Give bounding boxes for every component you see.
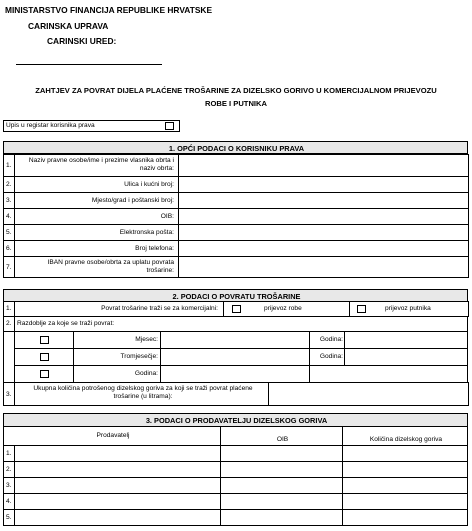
row-number: 3. [6, 197, 12, 204]
row-number: 5. [6, 229, 12, 236]
phone-field[interactable] [178, 240, 469, 257]
s1-row-3-num-cell [3, 192, 15, 209]
seller-oib-field[interactable] [220, 493, 343, 510]
seller-oib-field[interactable] [220, 509, 343, 526]
form-title-line1: ZAHTJEV ZA POVRAT DIJELA PLAĆENE TROŠARINE ZA DIZELSKO GORIVO U KOMERCIJALNOM PRIJEVOZU [35, 86, 437, 95]
oib-col-label: OIB [276, 436, 289, 443]
iban-field[interactable] [178, 256, 469, 278]
s2-row-3-num-cell [3, 382, 15, 406]
s1-row-1 [3, 154, 468, 177]
month-checkbox-cell [14, 331, 74, 349]
month-label: Mjesec: [135, 336, 158, 343]
quarter-checkbox-cell [14, 348, 74, 366]
form-title-line2: ROBE I PUTNIKA [204, 99, 268, 108]
row-number: 3. [6, 482, 12, 489]
s1-row-6-label: Broj telefona: [135, 245, 174, 252]
s1-row-3 [3, 192, 468, 209]
seller-quantity-field[interactable] [342, 461, 468, 478]
s1-row-2-label: Ulica i kućni broj: [124, 181, 174, 188]
year-checkbox-cell [14, 365, 74, 383]
row-number: 1. [6, 450, 12, 457]
ministry-name: MINISTARSTVO FINANCIJA REPUBLIKE HRVATSKE [5, 5, 213, 15]
quantity-col-label: Količina dizelskog goriva [369, 436, 443, 443]
s1-row-7 [3, 256, 468, 278]
s1-row-6-num-cell [3, 240, 15, 257]
month-checkbox[interactable] [40, 336, 49, 344]
row-number: 2. [6, 181, 12, 188]
s1-row-5 [3, 224, 468, 241]
month-year-label-cell [309, 331, 345, 349]
row-number: 5. [6, 514, 12, 521]
s1-row-2 [3, 176, 468, 193]
s1-row-1-num-cell [3, 154, 15, 177]
quarter-field[interactable] [160, 348, 310, 366]
s1-row-1-label: Naziv pravne osobe/ime i prezime vlasnika obrta i naziv obrta: [28, 157, 174, 172]
customs-office-label: CARINSKI URED: [47, 36, 117, 46]
row-number: 7. [6, 264, 12, 271]
seller-name-field[interactable] [14, 461, 221, 478]
s2-row-2-num-cell [3, 316, 15, 332]
seller-quantity-field[interactable] [342, 477, 468, 494]
s2-row-2-label: Razdoblje za koje se traži povrat: [17, 320, 115, 327]
s1-row-5-label: Elektronska pošta: [119, 229, 174, 236]
email-field[interactable] [178, 224, 469, 241]
quantity-col-header [342, 426, 468, 446]
s1-row-6 [3, 240, 468, 257]
year-only-field[interactable] [160, 365, 310, 383]
year-only-label-cell [73, 365, 161, 383]
s1-row-7-num-cell [3, 256, 15, 278]
quarter-checkbox[interactable] [40, 353, 49, 361]
year-label: Godina: [134, 370, 158, 377]
row-number: 4. [6, 498, 12, 505]
year-checkbox[interactable] [40, 370, 49, 378]
section1-title: 1. OPĆI PODACI O KORISNIKU PRAVA [168, 144, 305, 153]
seller-oib-field[interactable] [220, 477, 343, 494]
s2-row-3 [3, 382, 468, 406]
s1-row-4-label: OIB: [160, 213, 174, 220]
total-quantity-field[interactable] [268, 382, 469, 406]
passenger-option-cell [349, 301, 469, 317]
seller-quantity-field[interactable] [342, 445, 468, 462]
seller-name-field[interactable] [14, 477, 221, 494]
s1-row-3-label: Mjesto/grad i poštanski broj: [91, 197, 174, 204]
section1-header [3, 141, 468, 154]
s1-row-7-label: IBAN pravne osobe/obrta za uplatu povrata trošarine: [47, 259, 174, 274]
s2-row-1-num-cell [3, 301, 15, 317]
seller-name-field[interactable] [14, 445, 221, 462]
month-year-field[interactable] [344, 331, 468, 349]
row-number: 1. [6, 305, 12, 312]
quarter-year-field[interactable] [344, 348, 468, 366]
quarter-label: Tromjesečje: [120, 353, 158, 360]
s2-row-1-label: Povrat trošarine traži se za komercijalni: [101, 305, 218, 312]
section3-header [3, 413, 468, 427]
row-number: 2. [6, 466, 12, 473]
goods-option-cell [223, 301, 350, 317]
year-label: Godina: [319, 353, 343, 360]
row-number: 6. [6, 245, 12, 252]
seller-quantity-field[interactable] [342, 509, 468, 526]
registry-checkbox[interactable] [165, 122, 174, 130]
seller-col-header [3, 426, 221, 446]
seller-quantity-field[interactable] [342, 493, 468, 510]
row-number: 3. [6, 391, 12, 398]
month-label-cell [73, 331, 161, 349]
s2-row-3-label: Ukupna količina potrošenog dizelskog goriva za koji se traži povrat plaćene trošarine (u litrama): [33, 385, 253, 400]
registry-label: Upis u registar korisnika prava [6, 122, 95, 129]
s1-row-4 [3, 208, 468, 225]
street-field[interactable] [178, 176, 469, 193]
month-field[interactable] [160, 331, 310, 349]
oib-col-header [220, 426, 343, 446]
row-number: 4. [6, 213, 12, 220]
section2-title: 2. PODACI O POVRATU TROŠARINE [172, 292, 301, 301]
s1-row-5-num-cell [3, 224, 15, 241]
year-label: Godina: [319, 336, 343, 343]
row-number: 1. [6, 162, 12, 169]
administration-name: CARINSKA UPRAVA [28, 21, 109, 31]
row-number: 2. [6, 320, 12, 327]
section3-title: 3. PODACI O PRODAVATELJU DIZELSKOG GORIVA [145, 416, 328, 425]
year-only-empty-cell [309, 365, 468, 383]
seller-oib-field[interactable] [220, 461, 343, 478]
city-field[interactable] [178, 192, 469, 209]
oib-field[interactable] [178, 208, 469, 225]
s1-row-4-num-cell [3, 208, 15, 225]
goods-transport-checkbox[interactable] [232, 305, 241, 313]
seller-name-field[interactable] [14, 493, 221, 510]
seller-col-label: Prodavatelj [96, 432, 130, 439]
customs-office-line[interactable] [16, 64, 162, 65]
s1-row-2-num-cell [3, 176, 15, 193]
goods-transport-label: prijevoz robe [264, 305, 302, 312]
seller-oib-field[interactable] [220, 445, 343, 462]
quarter-year-label-cell [309, 348, 345, 366]
legal-name-field[interactable] [178, 154, 469, 177]
s2-row-1 [3, 301, 468, 317]
quarter-label-cell [73, 348, 161, 366]
passenger-transport-label: prijevoz putnika [385, 305, 431, 312]
seller-name-field[interactable] [14, 509, 221, 526]
registry-row [3, 120, 180, 132]
passenger-transport-checkbox[interactable] [357, 305, 366, 313]
